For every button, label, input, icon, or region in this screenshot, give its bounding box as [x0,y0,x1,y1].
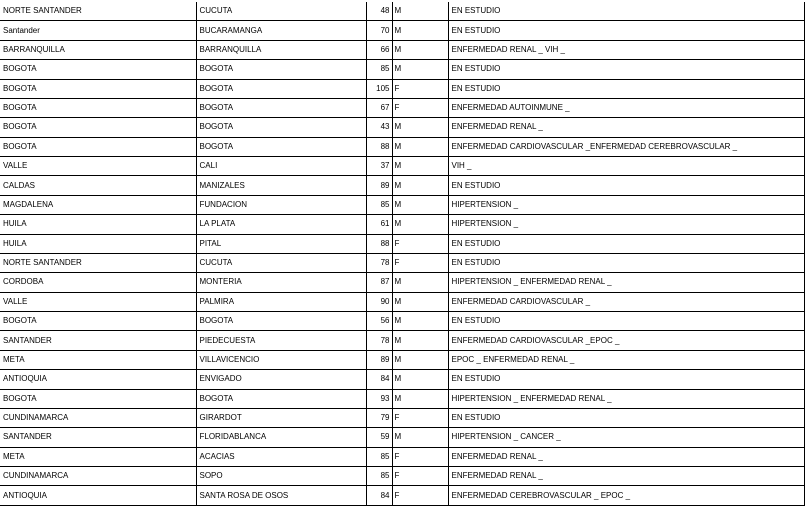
cell-age: 87 [366,273,392,292]
cell-sex: F [392,253,448,272]
cell-age: 79 [366,408,392,427]
cell-sex: F [392,486,448,505]
cell-sex: F [392,447,448,466]
cell-age: 93 [366,389,392,408]
cell-age: 90 [366,292,392,311]
cell-age: 70 [366,21,392,40]
cell-diagnosis: VIH _ [448,157,804,176]
cell-city: SOPO [196,467,366,486]
cell-age: 88 [366,137,392,156]
cell-diagnosis: HIPERTENSION _ ENFERMEDAD RENAL _ [448,389,804,408]
cell-department: HUILA [0,234,196,253]
cell-sex: M [392,137,448,156]
cell-age: 85 [366,447,392,466]
cell-sex: M [392,273,448,292]
cell-department: SANTANDER [0,428,196,447]
table-row [0,253,804,272]
cell-department: CALDAS [0,176,196,195]
cell-city: GIRARDOT [196,408,366,427]
cell-diagnosis: HIPERTENSION _ CANCER _ [448,428,804,447]
cell-department: BOGOTA [0,79,196,98]
cell-city: CALI [196,157,366,176]
cell-city: LA PLATA [196,215,366,234]
cell-diagnosis: ENFERMEDAD RENAL _ [448,447,804,466]
cell-sex: M [392,370,448,389]
data-table [0,2,805,506]
cell-age: 85 [366,60,392,79]
cell-sex: M [392,350,448,369]
cell-city: BOGOTA [196,312,366,331]
cell-age: 56 [366,312,392,331]
cell-city: CUCUTA [196,253,366,272]
cell-department: NORTE SANTANDER [0,253,196,272]
cell-diagnosis: EN ESTUDIO [448,234,804,253]
cell-sex: M [392,389,448,408]
cell-diagnosis: EN ESTUDIO [448,79,804,98]
cell-sex: M [392,176,448,195]
cell-sex: M [392,157,448,176]
table-row [0,21,804,40]
cell-department: BOGOTA [0,312,196,331]
cell-department: BOGOTA [0,60,196,79]
cell-diagnosis: HIPERTENSION _ [448,195,804,214]
cell-diagnosis: EN ESTUDIO [448,370,804,389]
cell-city: PIEDECUESTA [196,331,366,350]
cell-department: BOGOTA [0,118,196,137]
cell-city: MANIZALES [196,176,366,195]
cell-city: PALMIRA [196,292,366,311]
cell-diagnosis: EN ESTUDIO [448,2,804,21]
cell-age: 105 [366,79,392,98]
table-row [0,79,804,98]
cell-sex: M [392,195,448,214]
table-row [0,157,804,176]
cell-department: ANTIOQUIA [0,370,196,389]
cell-sex: M [392,118,448,137]
cell-city: BOGOTA [196,60,366,79]
cell-department: Santander [0,21,196,40]
cell-diagnosis: EN ESTUDIO [448,253,804,272]
cell-age: 48 [366,2,392,21]
cell-diagnosis: HIPERTENSION _ [448,215,804,234]
cell-diagnosis: EN ESTUDIO [448,408,804,427]
cell-department: CUNDINAMARCA [0,467,196,486]
cell-city: BOGOTA [196,79,366,98]
cell-department: BOGOTA [0,98,196,117]
cell-age: 78 [366,331,392,350]
cell-department: SANTANDER [0,331,196,350]
cell-diagnosis: ENFERMEDAD CEREBROVASCULAR _ EPOC _ [448,486,804,505]
table-row [0,370,804,389]
cell-age: 85 [366,195,392,214]
cell-sex: M [392,428,448,447]
cell-age: 89 [366,176,392,195]
table-row [0,40,804,59]
cell-age: 89 [366,350,392,369]
table-row [0,98,804,117]
cell-diagnosis: EN ESTUDIO [448,21,804,40]
table-row [0,389,804,408]
cell-diagnosis: ENFERMEDAD RENAL _ [448,118,804,137]
cell-sex: M [392,215,448,234]
cell-sex: M [392,312,448,331]
cell-department: CORDOBA [0,273,196,292]
table-row [0,408,804,427]
cell-city: BUCARAMANGA [196,21,366,40]
table-row [0,467,804,486]
cell-age: 66 [366,40,392,59]
cell-department: META [0,447,196,466]
table-row [0,273,804,292]
cell-sex: F [392,234,448,253]
table-row [0,118,804,137]
cell-sex: M [392,21,448,40]
table-body [0,2,804,505]
cell-age: 61 [366,215,392,234]
cell-diagnosis: EN ESTUDIO [448,312,804,331]
cell-sex: F [392,467,448,486]
table-row [0,486,804,505]
cell-city: BOGOTA [196,118,366,137]
table-row [0,350,804,369]
cell-sex: F [392,408,448,427]
table-row [0,447,804,466]
table-row [0,234,804,253]
cell-age: 84 [366,486,392,505]
cell-age: 88 [366,234,392,253]
cell-city: FLORIDABLANCA [196,428,366,447]
cell-city: CUCUTA [196,2,366,21]
cell-age: 85 [366,467,392,486]
cell-department: BOGOTA [0,137,196,156]
table-row [0,428,804,447]
table-row [0,215,804,234]
cell-department: META [0,350,196,369]
cell-diagnosis: ENFERMEDAD CARDIOVASCULAR _EPOC _ [448,331,804,350]
cell-diagnosis: EN ESTUDIO [448,176,804,195]
cell-diagnosis: ENFERMEDAD AUTOINMUNE _ [448,98,804,117]
cell-department: VALLE [0,157,196,176]
cell-sex: F [392,98,448,117]
cell-department: BARRANQUILLA [0,40,196,59]
cell-diagnosis: ENFERMEDAD CARDIOVASCULAR _ENFERMEDAD CEREBROVASCULAR _ [448,137,804,156]
cell-city: BOGOTA [196,98,366,117]
cell-city: ACACIAS [196,447,366,466]
table-row [0,176,804,195]
cell-department: VALLE [0,292,196,311]
cell-city: BOGOTA [196,137,366,156]
cell-city: BOGOTA [196,389,366,408]
cell-diagnosis: ENFERMEDAD RENAL _ VIH _ [448,40,804,59]
cell-diagnosis: EPOC _ ENFERMEDAD RENAL _ [448,350,804,369]
cell-age: 84 [366,370,392,389]
cell-sex: M [392,40,448,59]
cell-department: CUNDINAMARCA [0,408,196,427]
table-row [0,331,804,350]
cell-sex: M [392,331,448,350]
cell-city: ENVIGADO [196,370,366,389]
cell-diagnosis: ENFERMEDAD RENAL _ [448,467,804,486]
cell-diagnosis: ENFERMEDAD CARDIOVASCULAR _ [448,292,804,311]
cell-diagnosis: HIPERTENSION _ ENFERMEDAD RENAL _ [448,273,804,292]
cell-sex: F [392,79,448,98]
table-row [0,137,804,156]
cell-sex: M [392,2,448,21]
cell-sex: M [392,60,448,79]
cell-department: ANTIOQUIA [0,486,196,505]
cell-diagnosis: EN ESTUDIO [448,60,804,79]
table-row [0,60,804,79]
cell-department: NORTE SANTANDER [0,2,196,21]
cell-city: MONTERIA [196,273,366,292]
table-row [0,195,804,214]
cell-city: SANTA ROSA DE OSOS [196,486,366,505]
cell-city: VILLAVICENCIO [196,350,366,369]
cell-age: 37 [366,157,392,176]
cell-department: HUILA [0,215,196,234]
cell-sex: M [392,292,448,311]
cell-department: BOGOTA [0,389,196,408]
cell-city: PITAL [196,234,366,253]
table-row [0,2,804,21]
table-row [0,312,804,331]
cell-age: 78 [366,253,392,272]
cell-city: FUNDACION [196,195,366,214]
cell-age: 67 [366,98,392,117]
cell-city: BARRANQUILLA [196,40,366,59]
cell-age: 43 [366,118,392,137]
cell-age: 59 [366,428,392,447]
cell-department: MAGDALENA [0,195,196,214]
table-row [0,292,804,311]
